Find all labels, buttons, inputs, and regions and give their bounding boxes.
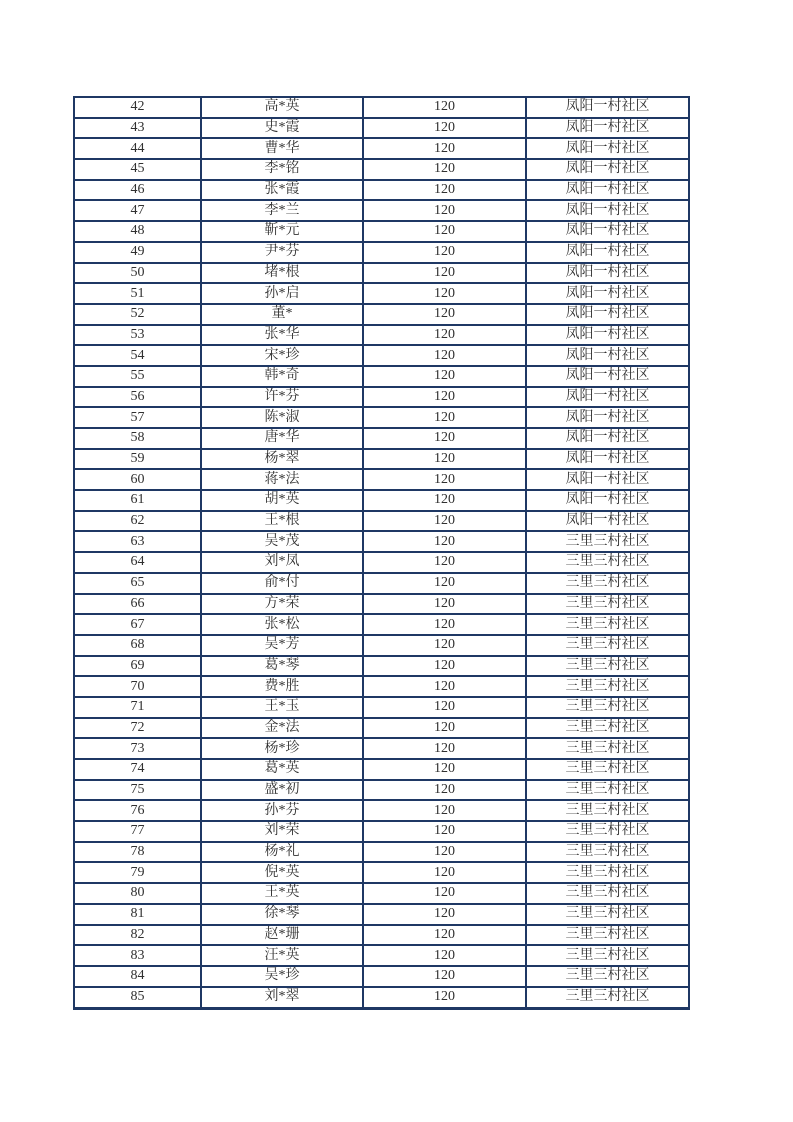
cell-masked-name: 金*法 xyxy=(201,718,363,739)
cell-masked-name: 刘*荣 xyxy=(201,821,363,842)
cell-serial-number: 81 xyxy=(74,904,201,925)
cell-masked-name: 王*根 xyxy=(201,511,363,532)
cell-amount: 120 xyxy=(363,904,526,925)
cell-community: 三里三村社区 xyxy=(526,862,689,883)
cell-serial-number: 59 xyxy=(74,449,201,470)
cell-amount: 120 xyxy=(363,469,526,490)
cell-amount: 120 xyxy=(363,159,526,180)
cell-masked-name: 倪*英 xyxy=(201,862,363,883)
cell-masked-name: 张*松 xyxy=(201,614,363,635)
cell-community: 凤阳一村社区 xyxy=(526,387,689,408)
cell-amount: 120 xyxy=(363,656,526,677)
cell-masked-name: 韩*奇 xyxy=(201,366,363,387)
cell-masked-name: 宋*珍 xyxy=(201,345,363,366)
cell-amount: 120 xyxy=(363,718,526,739)
cell-serial-number: 66 xyxy=(74,594,201,615)
cell-masked-name: 董* xyxy=(201,304,363,325)
cell-serial-number: 45 xyxy=(74,159,201,180)
cell-masked-name: 吴*珍 xyxy=(201,966,363,987)
table-row xyxy=(74,304,689,325)
cell-community: 凤阳一村社区 xyxy=(526,469,689,490)
cell-serial-number: 73 xyxy=(74,738,201,759)
cell-community: 凤阳一村社区 xyxy=(526,97,689,118)
cell-masked-name: 吴*茂 xyxy=(201,531,363,552)
cell-community: 凤阳一村社区 xyxy=(526,159,689,180)
cell-masked-name: 张*霞 xyxy=(201,180,363,201)
table-row xyxy=(74,656,689,677)
cell-serial-number: 70 xyxy=(74,676,201,697)
cell-serial-number: 50 xyxy=(74,263,201,284)
cell-community: 三里三村社区 xyxy=(526,531,689,552)
cell-serial-number: 69 xyxy=(74,656,201,677)
cell-community: 三里三村社区 xyxy=(526,945,689,966)
cell-masked-name: 胡*英 xyxy=(201,490,363,511)
cell-masked-name: 葛*琴 xyxy=(201,656,363,677)
table-row xyxy=(74,800,689,821)
cell-community: 三里三村社区 xyxy=(526,842,689,863)
table-row xyxy=(74,221,689,242)
cell-amount: 120 xyxy=(363,552,526,573)
table-row xyxy=(74,407,689,428)
cell-masked-name: 刘*翠 xyxy=(201,987,363,1009)
cell-amount: 120 xyxy=(363,118,526,139)
table-row xyxy=(74,469,689,490)
cell-community: 凤阳一村社区 xyxy=(526,283,689,304)
table-row xyxy=(74,759,689,780)
cell-community: 凤阳一村社区 xyxy=(526,118,689,139)
cell-community: 凤阳一村社区 xyxy=(526,180,689,201)
cell-masked-name: 汪*英 xyxy=(201,945,363,966)
cell-masked-name: 徐*琴 xyxy=(201,904,363,925)
cell-serial-number: 44 xyxy=(74,138,201,159)
table-row xyxy=(74,449,689,470)
cell-serial-number: 51 xyxy=(74,283,201,304)
cell-masked-name: 靳*元 xyxy=(201,221,363,242)
table-row xyxy=(74,594,689,615)
cell-serial-number: 82 xyxy=(74,925,201,946)
cell-masked-name: 曹*华 xyxy=(201,138,363,159)
table-row xyxy=(74,180,689,201)
cell-serial-number: 84 xyxy=(74,966,201,987)
cell-community: 三里三村社区 xyxy=(526,987,689,1009)
cell-community: 凤阳一村社区 xyxy=(526,221,689,242)
cell-amount: 120 xyxy=(363,366,526,387)
cell-masked-name: 李*铭 xyxy=(201,159,363,180)
cell-serial-number: 48 xyxy=(74,221,201,242)
cell-community: 凤阳一村社区 xyxy=(526,304,689,325)
cell-amount: 120 xyxy=(363,242,526,263)
table-row xyxy=(74,242,689,263)
cell-serial-number: 60 xyxy=(74,469,201,490)
cell-masked-name: 高*英 xyxy=(201,97,363,118)
cell-community: 三里三村社区 xyxy=(526,780,689,801)
cell-community: 凤阳一村社区 xyxy=(526,428,689,449)
cell-amount: 120 xyxy=(363,945,526,966)
cell-serial-number: 56 xyxy=(74,387,201,408)
table-row xyxy=(74,325,689,346)
cell-serial-number: 78 xyxy=(74,842,201,863)
table-row xyxy=(74,511,689,532)
cell-masked-name: 王*玉 xyxy=(201,697,363,718)
cell-amount: 120 xyxy=(363,345,526,366)
cell-community: 三里三村社区 xyxy=(526,614,689,635)
cell-masked-name: 史*霞 xyxy=(201,118,363,139)
cell-serial-number: 58 xyxy=(74,428,201,449)
table-row xyxy=(74,366,689,387)
cell-amount: 120 xyxy=(363,428,526,449)
table-row xyxy=(74,573,689,594)
cell-masked-name: 刘*凤 xyxy=(201,552,363,573)
cell-masked-name: 张*华 xyxy=(201,325,363,346)
cell-masked-name: 俞*付 xyxy=(201,573,363,594)
table-row xyxy=(74,614,689,635)
cell-amount: 120 xyxy=(363,635,526,656)
cell-masked-name: 堵*根 xyxy=(201,263,363,284)
cell-serial-number: 83 xyxy=(74,945,201,966)
beneficiary-table xyxy=(73,96,690,1010)
cell-serial-number: 46 xyxy=(74,180,201,201)
cell-community: 三里三村社区 xyxy=(526,821,689,842)
cell-masked-name: 王*英 xyxy=(201,883,363,904)
cell-community: 凤阳一村社区 xyxy=(526,200,689,221)
cell-amount: 120 xyxy=(363,862,526,883)
cell-community: 三里三村社区 xyxy=(526,925,689,946)
cell-amount: 120 xyxy=(363,780,526,801)
cell-masked-name: 李*兰 xyxy=(201,200,363,221)
cell-serial-number: 74 xyxy=(74,759,201,780)
cell-serial-number: 80 xyxy=(74,883,201,904)
cell-community: 三里三村社区 xyxy=(526,594,689,615)
table-row xyxy=(74,263,689,284)
cell-amount: 120 xyxy=(363,387,526,408)
cell-serial-number: 62 xyxy=(74,511,201,532)
cell-amount: 120 xyxy=(363,263,526,284)
cell-amount: 120 xyxy=(363,925,526,946)
cell-amount: 120 xyxy=(363,531,526,552)
cell-amount: 120 xyxy=(363,594,526,615)
cell-community: 三里三村社区 xyxy=(526,656,689,677)
cell-community: 三里三村社区 xyxy=(526,759,689,780)
cell-community: 三里三村社区 xyxy=(526,800,689,821)
cell-serial-number: 75 xyxy=(74,780,201,801)
cell-amount: 120 xyxy=(363,676,526,697)
cell-amount: 120 xyxy=(363,325,526,346)
cell-masked-name: 吴*芳 xyxy=(201,635,363,656)
table-row xyxy=(74,780,689,801)
table-row xyxy=(74,738,689,759)
table-row xyxy=(74,138,689,159)
cell-amount: 120 xyxy=(363,449,526,470)
cell-amount: 120 xyxy=(363,221,526,242)
table-row xyxy=(74,718,689,739)
cell-community: 三里三村社区 xyxy=(526,697,689,718)
table-row xyxy=(74,862,689,883)
cell-community: 三里三村社区 xyxy=(526,883,689,904)
cell-serial-number: 67 xyxy=(74,614,201,635)
table-row xyxy=(74,552,689,573)
cell-community: 凤阳一村社区 xyxy=(526,345,689,366)
table-row xyxy=(74,635,689,656)
cell-community: 凤阳一村社区 xyxy=(526,490,689,511)
cell-community: 凤阳一村社区 xyxy=(526,511,689,532)
cell-community: 三里三村社区 xyxy=(526,718,689,739)
table-row xyxy=(74,842,689,863)
cell-masked-name: 孙*芬 xyxy=(201,800,363,821)
cell-serial-number: 55 xyxy=(74,366,201,387)
cell-amount: 120 xyxy=(363,200,526,221)
cell-amount: 120 xyxy=(363,573,526,594)
cell-amount: 120 xyxy=(363,614,526,635)
cell-amount: 120 xyxy=(363,138,526,159)
cell-community: 三里三村社区 xyxy=(526,676,689,697)
cell-masked-name: 尹*芬 xyxy=(201,242,363,263)
cell-amount: 120 xyxy=(363,283,526,304)
cell-community: 三里三村社区 xyxy=(526,635,689,656)
cell-masked-name: 孙*启 xyxy=(201,283,363,304)
cell-serial-number: 57 xyxy=(74,407,201,428)
table-row xyxy=(74,966,689,987)
table-row xyxy=(74,904,689,925)
cell-amount: 120 xyxy=(363,966,526,987)
cell-community: 凤阳一村社区 xyxy=(526,449,689,470)
cell-masked-name: 杨*翠 xyxy=(201,449,363,470)
cell-community: 三里三村社区 xyxy=(526,966,689,987)
cell-community: 凤阳一村社区 xyxy=(526,366,689,387)
cell-serial-number: 53 xyxy=(74,325,201,346)
cell-amount: 120 xyxy=(363,759,526,780)
cell-masked-name: 唐*华 xyxy=(201,428,363,449)
cell-serial-number: 43 xyxy=(74,118,201,139)
cell-masked-name: 方*荣 xyxy=(201,594,363,615)
cell-serial-number: 65 xyxy=(74,573,201,594)
cell-serial-number: 42 xyxy=(74,97,201,118)
cell-serial-number: 63 xyxy=(74,531,201,552)
cell-amount: 120 xyxy=(363,511,526,532)
table-row xyxy=(74,925,689,946)
cell-serial-number: 76 xyxy=(74,800,201,821)
cell-community: 凤阳一村社区 xyxy=(526,325,689,346)
table-row xyxy=(74,97,689,118)
table-row xyxy=(74,283,689,304)
cell-serial-number: 68 xyxy=(74,635,201,656)
cell-amount: 120 xyxy=(363,738,526,759)
cell-community: 凤阳一村社区 xyxy=(526,263,689,284)
table-row xyxy=(74,387,689,408)
table-row xyxy=(74,531,689,552)
cell-masked-name: 杨*珍 xyxy=(201,738,363,759)
cell-serial-number: 47 xyxy=(74,200,201,221)
cell-amount: 120 xyxy=(363,800,526,821)
cell-serial-number: 71 xyxy=(74,697,201,718)
cell-amount: 120 xyxy=(363,180,526,201)
table-row xyxy=(74,345,689,366)
cell-masked-name: 费*胜 xyxy=(201,676,363,697)
table-row xyxy=(74,987,689,1009)
cell-serial-number: 72 xyxy=(74,718,201,739)
cell-serial-number: 85 xyxy=(74,987,201,1009)
table-row xyxy=(74,428,689,449)
cell-amount: 120 xyxy=(363,97,526,118)
cell-amount: 120 xyxy=(363,883,526,904)
cell-serial-number: 64 xyxy=(74,552,201,573)
table-row xyxy=(74,200,689,221)
table-row xyxy=(74,676,689,697)
cell-community: 凤阳一村社区 xyxy=(526,138,689,159)
cell-serial-number: 77 xyxy=(74,821,201,842)
cell-serial-number: 79 xyxy=(74,862,201,883)
cell-amount: 120 xyxy=(363,697,526,718)
cell-serial-number: 49 xyxy=(74,242,201,263)
cell-community: 三里三村社区 xyxy=(526,552,689,573)
cell-masked-name: 杨*礼 xyxy=(201,842,363,863)
cell-serial-number: 52 xyxy=(74,304,201,325)
cell-masked-name: 陈*淑 xyxy=(201,407,363,428)
table-row xyxy=(74,883,689,904)
table-row xyxy=(74,159,689,180)
cell-community: 三里三村社区 xyxy=(526,738,689,759)
cell-masked-name: 盛*初 xyxy=(201,780,363,801)
cell-masked-name: 蒋*法 xyxy=(201,469,363,490)
cell-community: 凤阳一村社区 xyxy=(526,407,689,428)
cell-amount: 120 xyxy=(363,987,526,1009)
table-row xyxy=(74,490,689,511)
cell-community: 三里三村社区 xyxy=(526,904,689,925)
table-row xyxy=(74,118,689,139)
cell-amount: 120 xyxy=(363,407,526,428)
cell-serial-number: 54 xyxy=(74,345,201,366)
cell-amount: 120 xyxy=(363,842,526,863)
cell-masked-name: 赵*珊 xyxy=(201,925,363,946)
cell-masked-name: 葛*英 xyxy=(201,759,363,780)
cell-masked-name: 许*芬 xyxy=(201,387,363,408)
cell-amount: 120 xyxy=(363,490,526,511)
cell-community: 凤阳一村社区 xyxy=(526,242,689,263)
cell-serial-number: 61 xyxy=(74,490,201,511)
cell-amount: 120 xyxy=(363,304,526,325)
table-row xyxy=(74,945,689,966)
table-row xyxy=(74,821,689,842)
cell-community: 三里三村社区 xyxy=(526,573,689,594)
table-body xyxy=(74,97,689,1009)
cell-amount: 120 xyxy=(363,821,526,842)
table-row xyxy=(74,697,689,718)
